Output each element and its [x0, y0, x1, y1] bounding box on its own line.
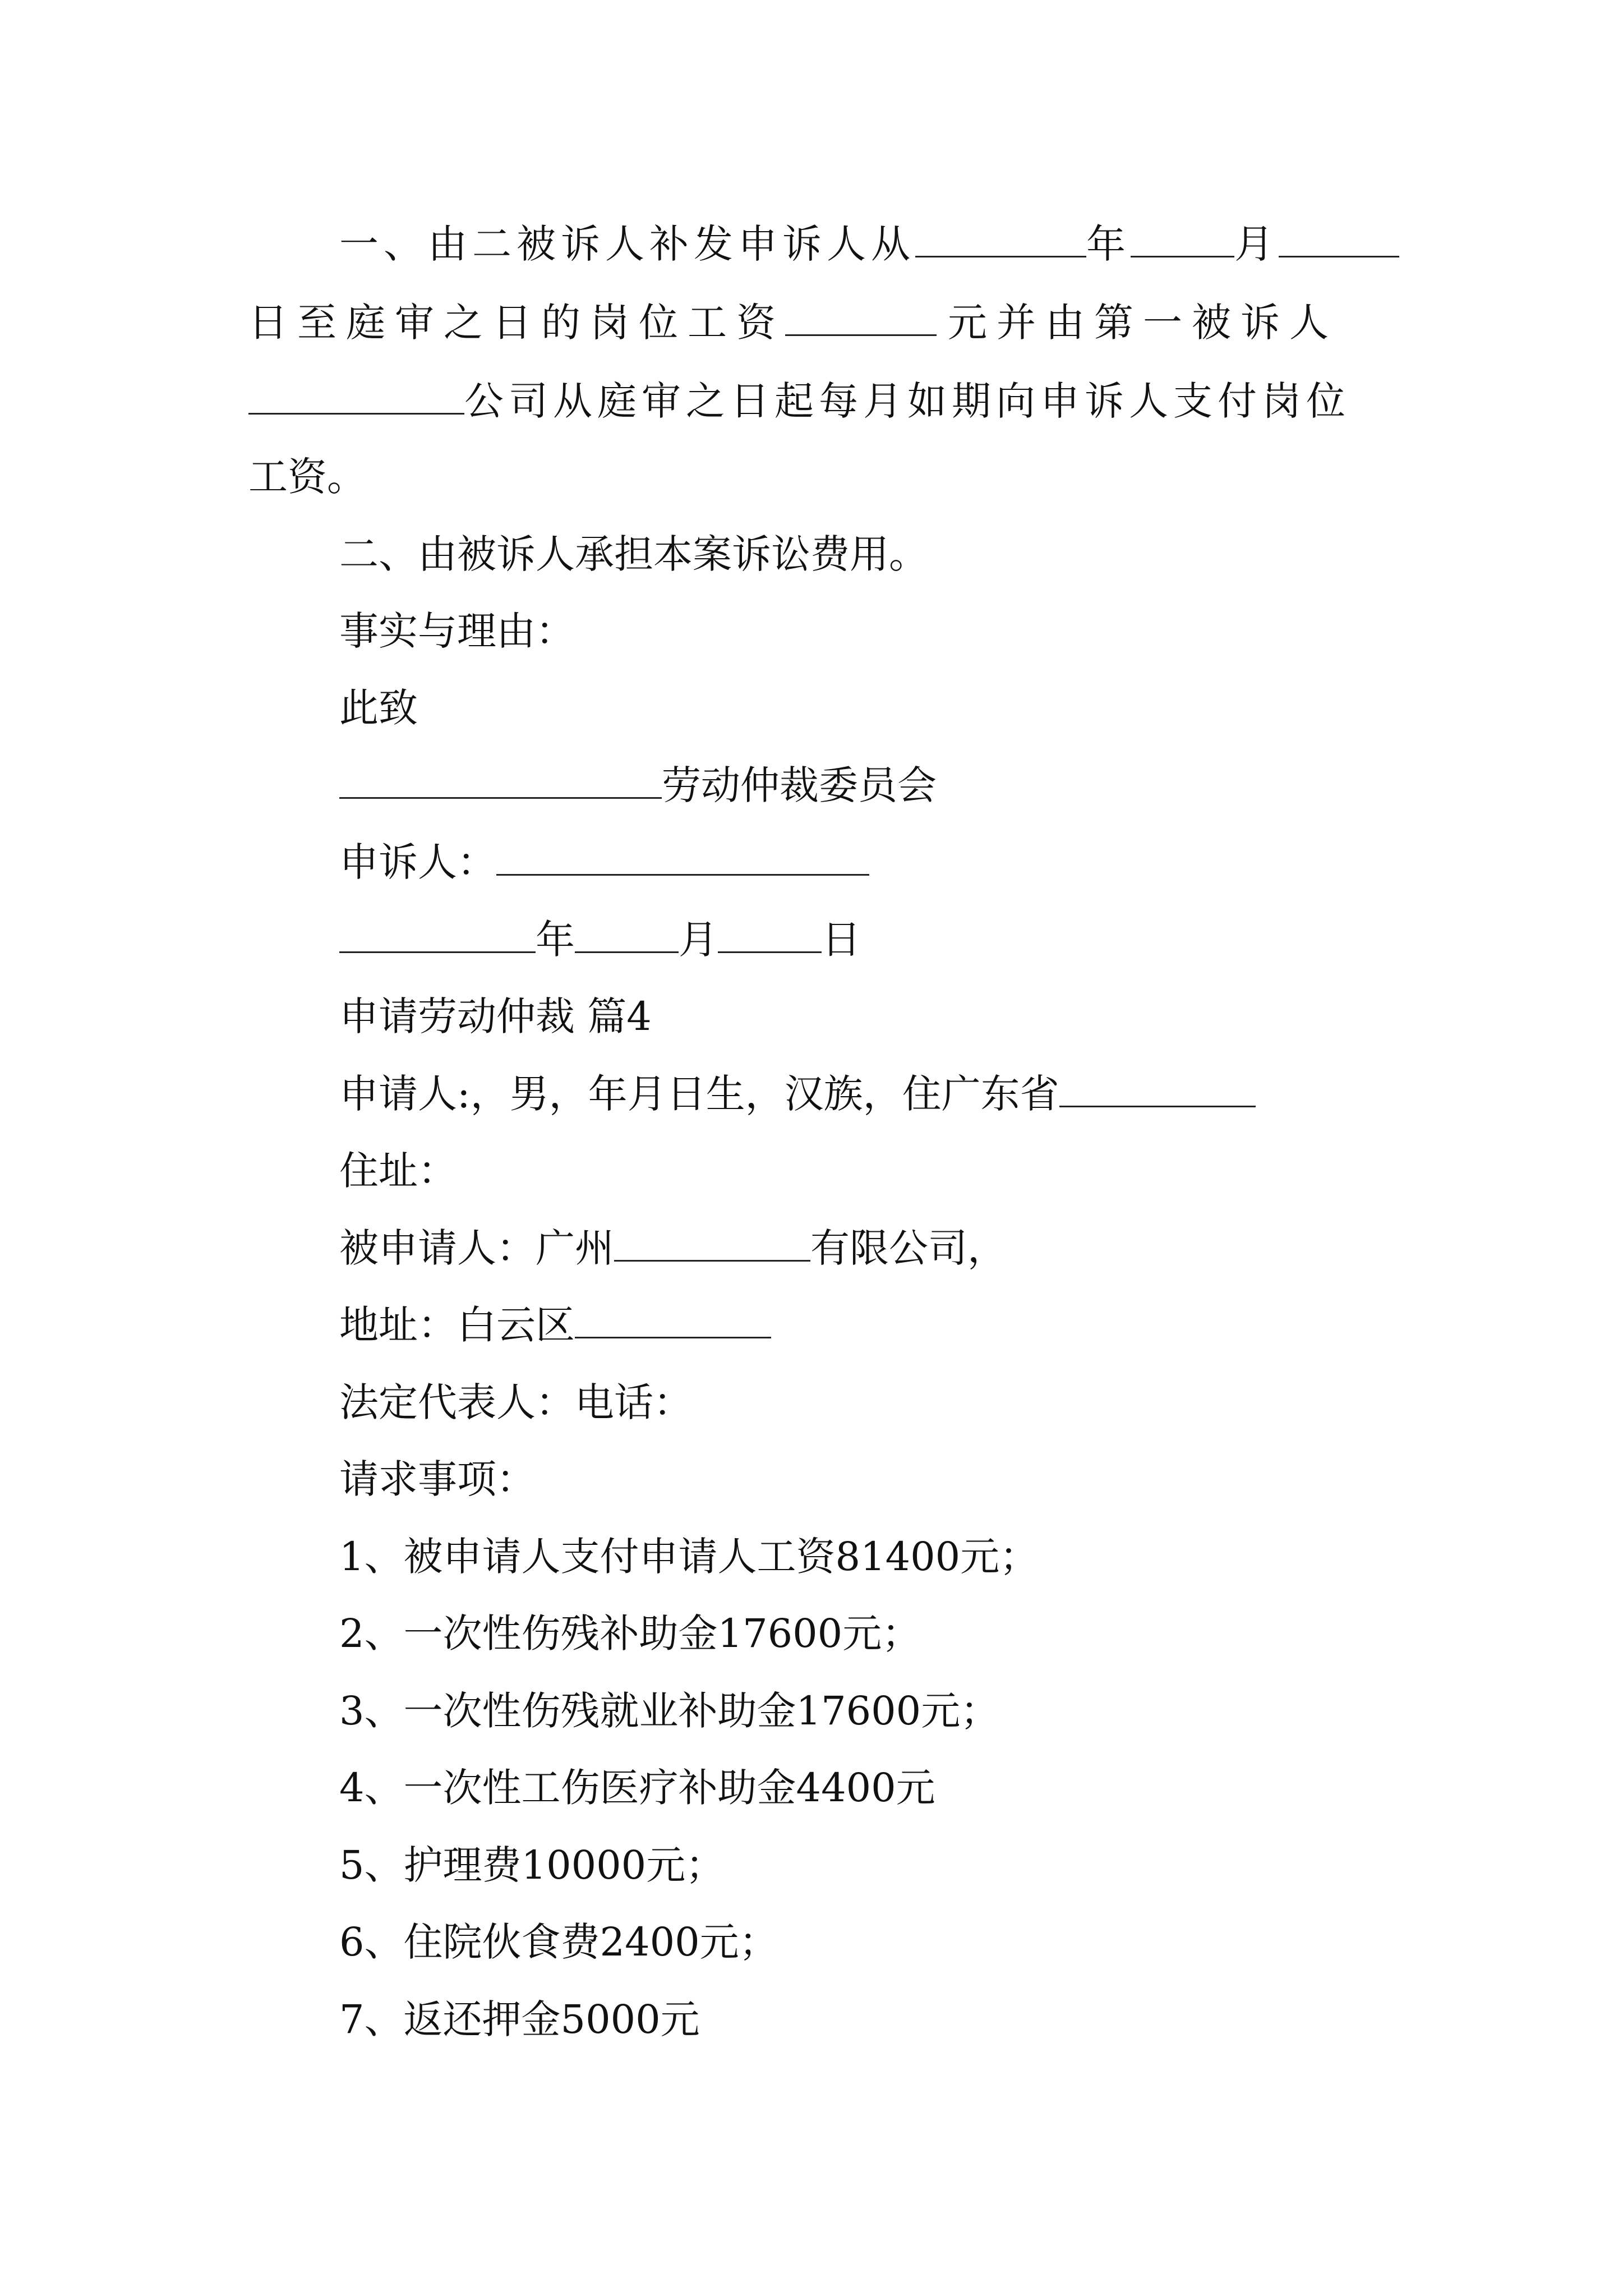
applicant-line — [339, 1066, 1256, 1122]
claim-item: 2、一次性伤残补助金17600元； — [339, 1611, 921, 1657]
respondent-line — [339, 1220, 1007, 1276]
blank-field — [718, 915, 822, 953]
claim-item: 5、护理费10000元； — [339, 1842, 725, 1888]
blank-field — [575, 1301, 771, 1338]
paragraph-1-line-4: 工资。 — [248, 454, 366, 500]
item-2: 二、由被诉人承担本案诉讼费用。 — [339, 531, 928, 577]
text: 年 — [1086, 221, 1131, 267]
respondent-address: 地址：白云区 — [339, 1302, 575, 1348]
claim-item: 1、被申请人支付申请人工资81400元； — [339, 1534, 1039, 1580]
committee-name: 劳动仲裁委员会 — [662, 762, 937, 808]
claim-item: 6、住院伙食费2400元； — [339, 1919, 778, 1965]
year-label: 年 — [536, 917, 575, 963]
date-line — [339, 912, 861, 968]
claim-item: 3、一次性伤残就业补助金17600元； — [339, 1688, 1000, 1734]
paragraph-1-line-1 — [339, 216, 1399, 272]
respondent-text: 被申请人：广州 — [339, 1225, 614, 1271]
month-label: 月 — [679, 917, 718, 963]
blank-field — [785, 298, 937, 336]
address-label: 住址： — [339, 1148, 457, 1194]
claims-heading: 请求事项： — [339, 1456, 536, 1502]
day-label: 日 — [822, 917, 861, 963]
text: 一、由二被诉人补发申诉人从 — [339, 221, 915, 267]
complainant-label: 申诉人： — [339, 839, 496, 885]
text: 月 — [1234, 221, 1279, 267]
blank-field — [339, 761, 662, 799]
respondent-suffix: 有限公司， — [810, 1225, 1007, 1271]
blank-field — [248, 377, 464, 415]
text: 元并由第一被诉人 — [948, 300, 1338, 346]
blank-field — [1131, 220, 1234, 257]
paragraph-1-line-3 — [248, 373, 1350, 429]
section-title: 申请劳动仲裁 篇4 — [339, 993, 652, 1039]
text: 日至庭审之日的岗位工资 — [248, 300, 785, 346]
blank-field — [575, 915, 679, 953]
committee-line — [339, 757, 937, 813]
paragraph-1-line-2 — [248, 295, 1338, 351]
salutation: 此致 — [339, 685, 418, 731]
blank-field — [915, 220, 1086, 257]
blank-field — [496, 838, 869, 876]
claim-item: 4、一次性工伤医疗补助金4400元 — [339, 1765, 935, 1811]
blank-field — [1279, 220, 1399, 257]
facts-heading: 事实与理由： — [339, 608, 575, 654]
complainant-line — [339, 834, 869, 890]
applicant-text: 申请人:，男，年月日生，汉族，住广东省 — [339, 1071, 1059, 1117]
claim-item: 7、返还押金5000元 — [339, 1996, 700, 2042]
blank-field — [614, 1224, 810, 1262]
respondent-address-line — [339, 1297, 771, 1353]
blank-field — [339, 915, 536, 953]
legal-rep: 法定代表人：电话： — [339, 1379, 693, 1425]
text: 公司从庭审之日起每月如期向申诉人支付岗位 — [464, 378, 1350, 424]
blank-field — [1059, 1070, 1256, 1107]
